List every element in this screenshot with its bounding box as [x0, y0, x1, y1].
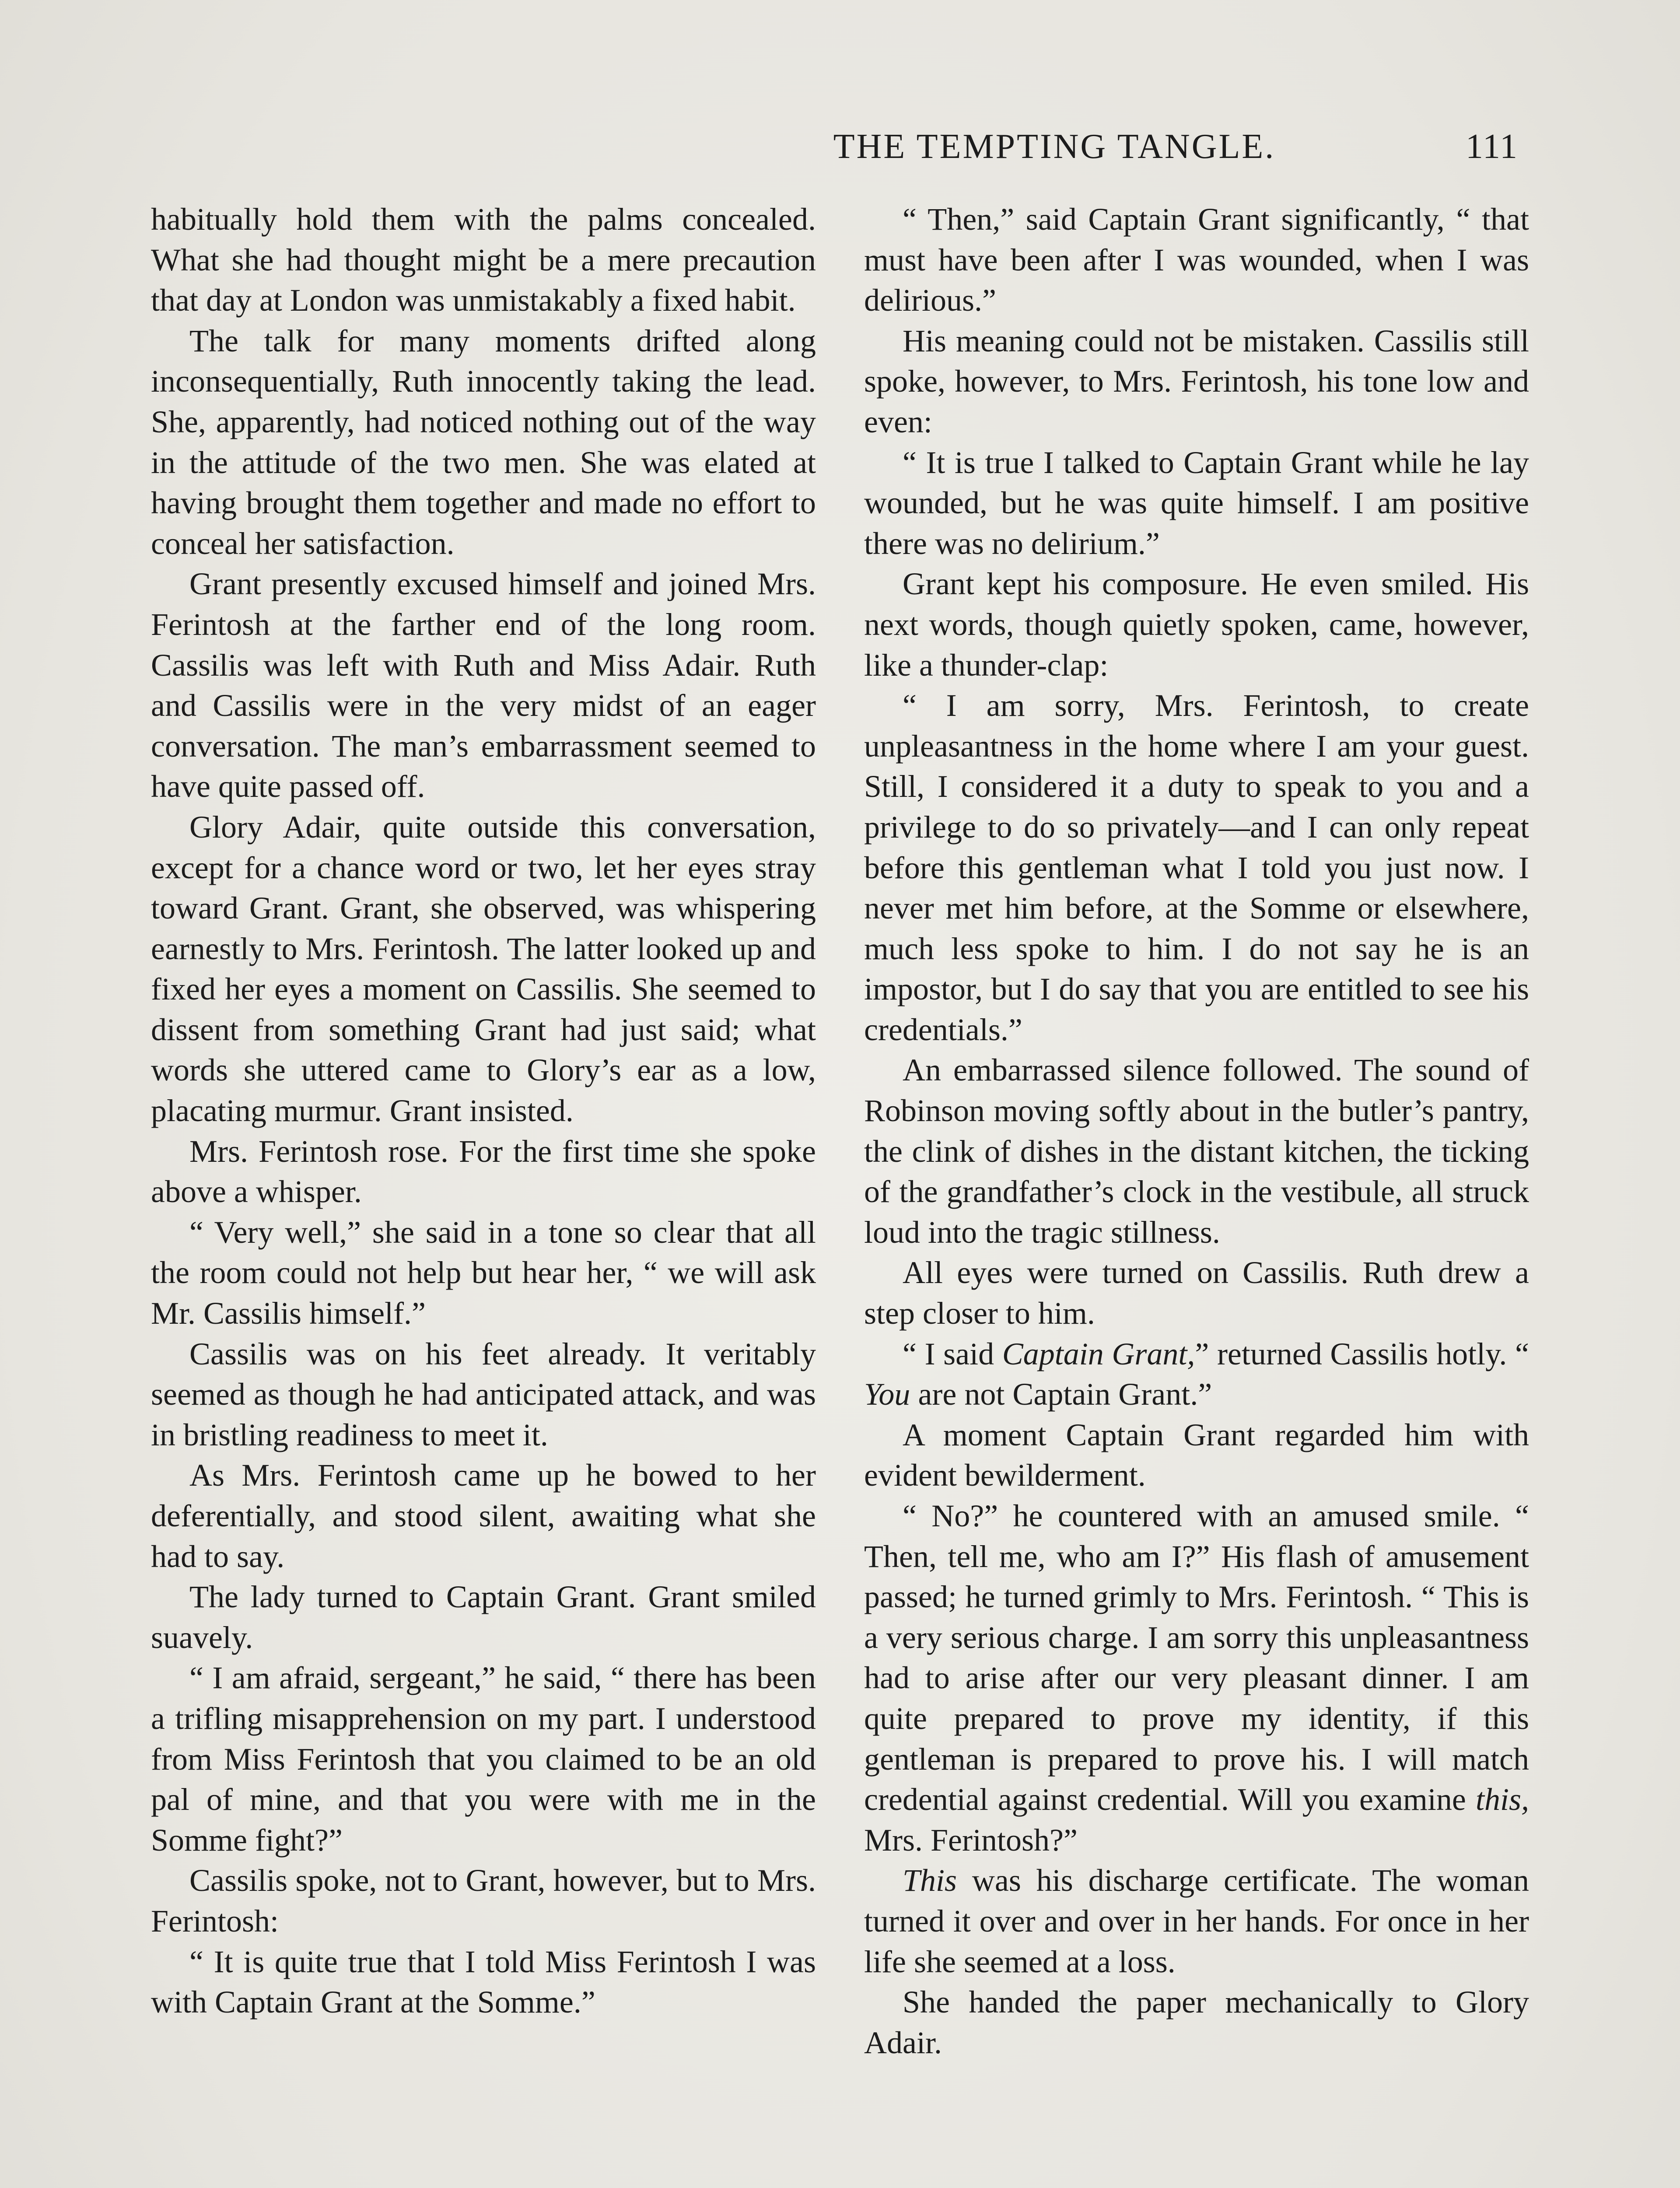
paragraph: Cassilis spoke, not to Grant, however, but to Mrs. Ferintosh: [151, 1863, 816, 1939]
paragraph: Grant kept his composure. He even smiled. His next words, though quietly spoken, came, however, like a thunder-clap: [864, 566, 1529, 683]
page-number: 111 [1465, 127, 1518, 166]
paragraph: She handed the paper mechanically to Glory Adair. [864, 1985, 1529, 2060]
left-column [151, 199, 816, 2023]
paragraph: Cassilis was on his feet already. It veritably seemed as though he had anticipated attack, and was in bristling readiness to meet it. [151, 1336, 816, 1452]
paragraph: The talk for many moments drifted along inconsequentially, Ruth innocently taking the lead. She, apparently, had noticed nothing out of the way in the attitude of the two men. She was elated at having brought them together and made no effort to conceal her satisfaction. [151, 323, 816, 561]
italic-text: this, [1475, 1782, 1529, 1817]
paragraph: “ I am sorry, Mrs. Ferintosh, to create unpleasantness in the home where I am your guest. Still, I considered it a duty to speak to you and a privilege to do so privately—and I can only repeat before this gentleman what I told you just now. I never met him before, at the Somme or elsewhere, much less spoke to him. I do not say he is an impostor, but I do say that you are entitled to see his credentials.” [864, 688, 1529, 1047]
paragraph: Glory Adair, quite outside this conversation, except for a chance word or two, let her eyes stray toward Grant. Grant, she observed, was whispering earnestly to Mrs. Ferintosh. The latter looked up and fixed her eyes a moment on Cassilis. She seemed to dissent from something Grant had just said; what words she uttered came to Glory’s ear as a low, placating murmur. Grant insisted. [151, 809, 816, 1129]
paragraph: His meaning could not be mistaken. Cassilis still spoke, however, to Mrs. Ferintosh, his tone low and even: [864, 323, 1529, 439]
paragraph: An embarrassed silence followed. The sound of Robinson moving softly about in the butler’s pantry, the clink of dishes in the distant kitchen, the ticking of the grandfather’s clock in the vestibule, all struck loud into the tragic stillness. [864, 1052, 1529, 1250]
paragraph: This was his discharge certificate. The woman turned it over and over in her hands. For once in her life she seemed at a loss. [864, 1863, 1529, 1979]
paragraph: “ Very well,” she said in a tone so clear that all the room could not help but hear her, “ we will ask Mr. Cassilis himself.” [151, 1214, 816, 1331]
paragraph: “ I said Captain Grant,” returned Cassilis hotly. “ You are not Captain Grant.” [864, 1336, 1529, 1412]
paragraph: Grant presently excused himself and joined Mrs. Ferintosh at the farther end of the long room. Cassilis was left with Ruth and Miss Adair. Ruth and Cassilis were in the very midst of an eager conversation. The man’s embarrassment seemed to have quite passed off. [151, 566, 816, 804]
paragraph: As Mrs. Ferintosh came up he bowed to her deferentially, and stood silent, awaiting what she had to say. [151, 1458, 816, 1574]
italic-text: Captain Grant, [1002, 1336, 1195, 1371]
paragraph: “ Then,” said Captain Grant significantly, “ that must have been after I was wounded, when I was delirious.” [864, 202, 1529, 318]
paragraph-text: “ No?” he countered with an amused smile. “ Then, tell me, who am I?” His flash of amusement passed; he turned grimly to Mrs. Ferintosh. “ This is a very serious charge. I am sorry this unpleasantness had to arise after our very pleasant dinner. I am quite prepared to prove my identity, if this gentleman is prepared to prove his. I will match credential against credential. Will you examine [864, 1498, 1529, 1817]
italic-text: You [864, 1377, 910, 1412]
paragraph: A moment Captain Grant regarded him with evident bewilderment. [864, 1417, 1529, 1493]
running-title: THE TEMPTING TANGLE. [833, 127, 1276, 166]
paragraph: Mrs. Ferintosh rose. For the first time she spoke above a whisper. [151, 1133, 816, 1210]
paragraph: The lady turned to Captain Grant. Grant smiled suavely. [151, 1579, 816, 1655]
paragraph: All eyes were turned on Cassilis. Ruth drew a step closer to him. [864, 1255, 1529, 1331]
paragraph: “ It is true I talked to Captain Grant while he lay wounded, but he was quite himself. I am positive there was no delirium.” [864, 445, 1529, 561]
paragraph: habitually hold them with the palms concealed. What she had thought might be a mere precaution that day at London was unmistakably a fixed habit. [151, 202, 816, 318]
paragraph: “ It is quite true that I told Miss Ferintosh I was with Captain Grant at the Somme.” [151, 1944, 816, 2020]
italic-text: This [903, 1863, 957, 1898]
right-column [864, 199, 1529, 2063]
paragraph [864, 1496, 1529, 1860]
paragraph: “ I am afraid, sergeant,” he said, “ there has been a trifling misapprehension on my part. I understood from Miss Ferintosh that you claimed to be an old pal of mine, and that you were with me in the Somme fight?” [151, 1660, 816, 1858]
paragraph-tail: this, Mrs. Ferintosh?” [864, 1782, 1529, 1858]
